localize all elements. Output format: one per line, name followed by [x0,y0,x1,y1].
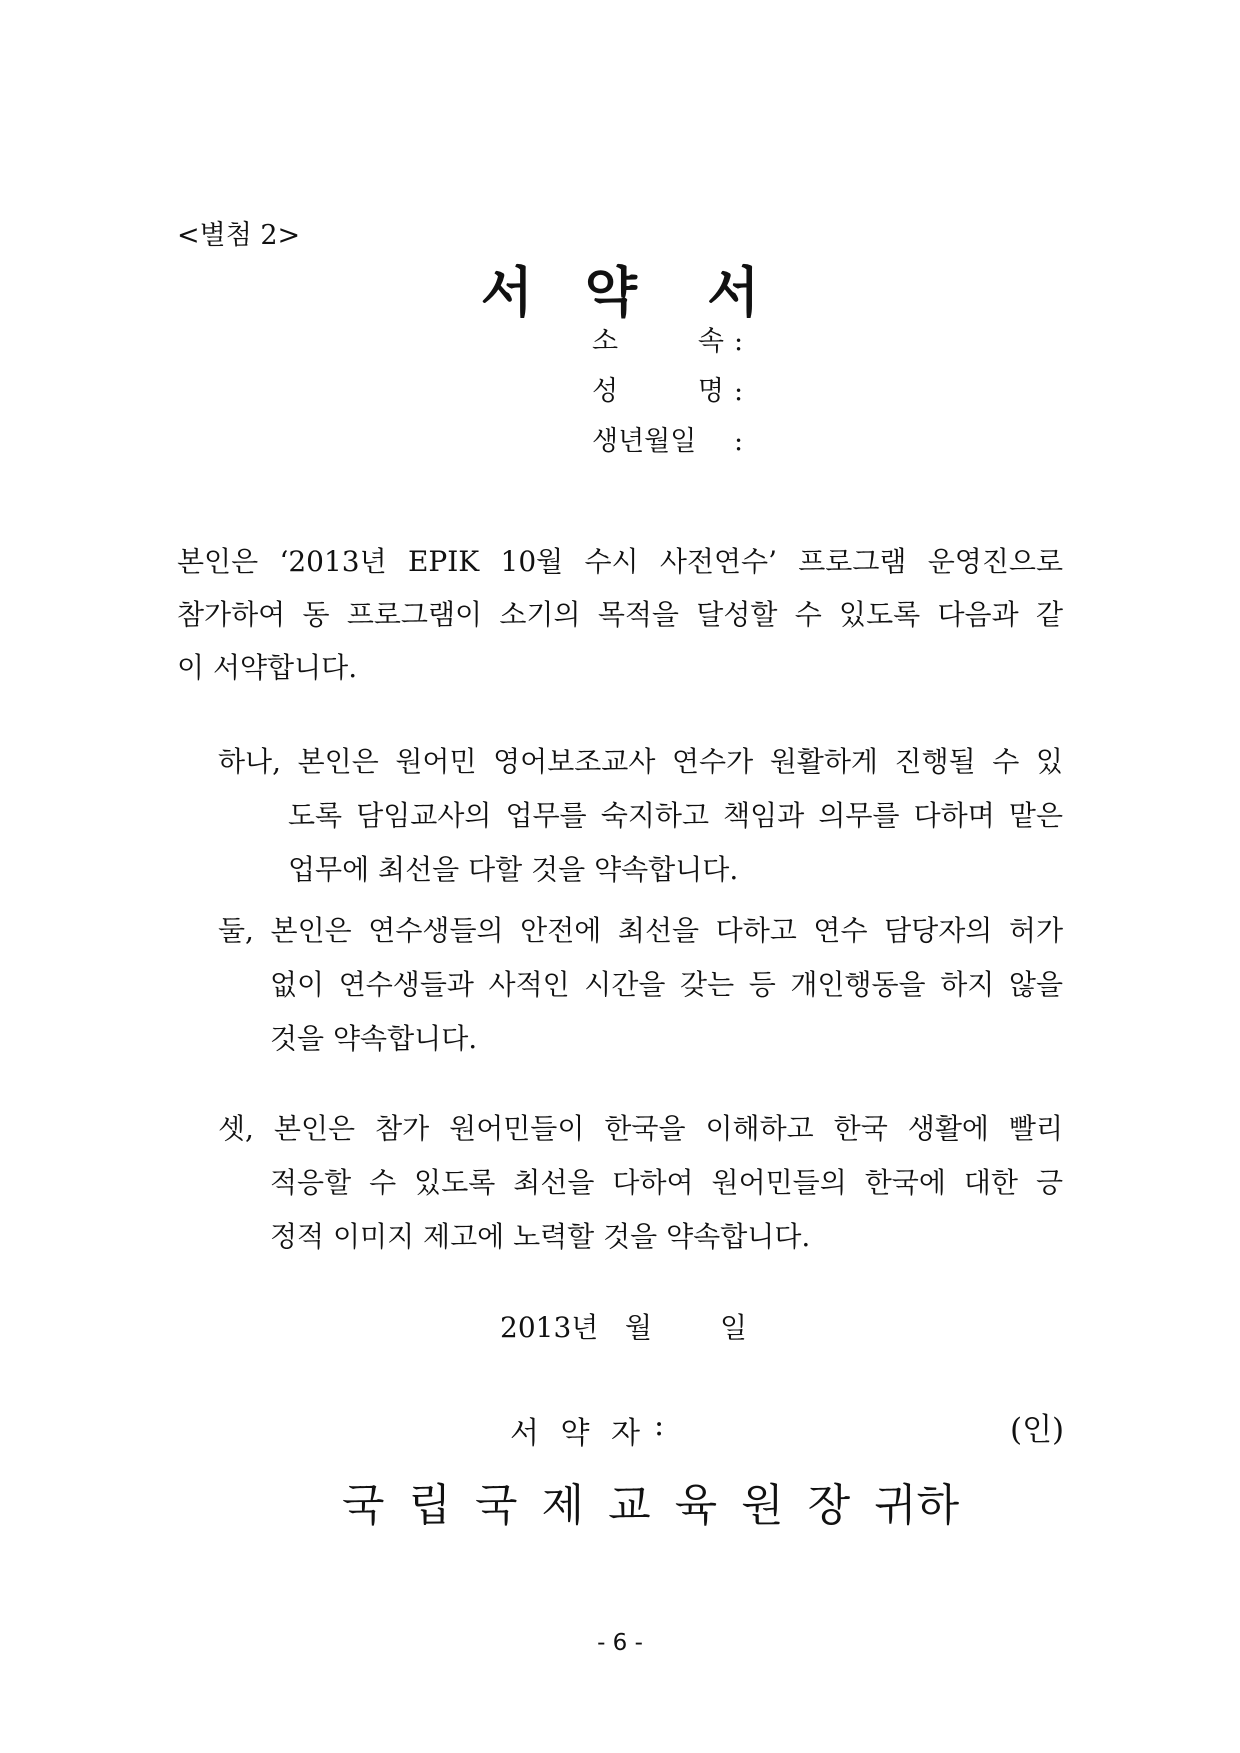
clause-line: 없이 연수생들과 사적인 시간을 갖는 등 개인행동을 하지 않을 [270,968,1063,1001]
info-row-birthdate [592,422,743,462]
title-char: 약 [584,261,638,324]
intro-paragraph [177,535,1063,694]
addressee-char: 육 [674,1480,718,1531]
info-label-char: 명 [697,376,724,407]
addressee-char: 원 [741,1480,784,1531]
signer-label [510,1408,640,1452]
signer-label-char: 자 [611,1416,640,1451]
title-char: 서 [707,261,760,324]
clause-line: 둘, 본인은 연수생들의 안전에 최선을 다하고 연수 담당자의 허가 [218,914,1063,947]
info-label-char: 소 [592,326,619,357]
info-colon: : [734,426,744,457]
info-label-char: 속 [697,326,724,357]
signer-colon: : [654,1408,665,1443]
signer-label-char: 서 [510,1416,539,1451]
info-label-char: 생년월일 [592,426,697,457]
addressee-char: 장 [807,1480,851,1531]
info-row-affiliation [592,322,743,362]
info-colon: : [734,376,744,407]
pledge-clause-1 [218,735,1063,897]
info-label [592,372,724,412]
info-label-char: 성 [592,376,619,407]
signing-date [500,1306,760,1346]
date-year: 2013년 [500,1311,599,1344]
info-label [592,422,724,462]
seal-mark: (인) [1010,1412,1065,1448]
addressee [342,1476,959,1536]
pledge-clause-3 [218,1102,1063,1264]
addressee-char: 제 [541,1480,585,1531]
clause-line: 도록 담임교사의 업무를 숙지하고 책임과 의무를 다하며 맡은 [288,799,1063,832]
addressee-char: 국 [475,1480,518,1531]
intro-line: 본인은 ‘2013년 EPIK 10월 수시 사전연수’ 프로그램 운영진으로 [177,545,1063,578]
page-number: - 6 - [597,1630,643,1656]
signer-row [510,1408,664,1452]
document-title [0,258,1240,328]
clause-line: 셋, 본인은 참가 원어민들이 한국을 이해하고 한국 생활에 빨리 [218,1112,1063,1145]
title-char: 서 [480,261,533,324]
clause-line: 것을 약속합니다. [270,1022,478,1055]
info-row-name [592,372,743,412]
date-month: 월 [625,1311,653,1344]
addressee-char: 귀하 [874,1480,960,1531]
clause-line: 하나, 본인은 원어민 영어보조교사 연수가 원활하게 진행될 수 있 [218,745,1063,778]
intro-line: 이 서약합니다. [177,651,358,684]
clause-line: 적응할 수 있도록 최선을 다하여 원어민들의 한국에 대한 긍 [270,1166,1063,1199]
clause-line: 업무에 최선을 다할 것을 약속합니다. [288,853,739,886]
info-colon: : [734,326,744,357]
date-day: 일 [720,1311,748,1344]
info-label [592,322,724,362]
intro-line: 참가하여 동 프로그램이 소기의 목적을 달성할 수 있도록 다음과 같 [177,598,1063,631]
addressee-char: 교 [608,1480,651,1531]
attachment-label: <별첨 2> [177,220,301,251]
addressee-char: 국 [342,1480,385,1531]
pledge-clause-2 [218,904,1063,1066]
signer-label-char: 약 [560,1416,590,1451]
addressee-char: 립 [408,1480,452,1531]
clause-line: 정적 이미지 제고에 노력할 것을 약속합니다. [270,1220,811,1253]
